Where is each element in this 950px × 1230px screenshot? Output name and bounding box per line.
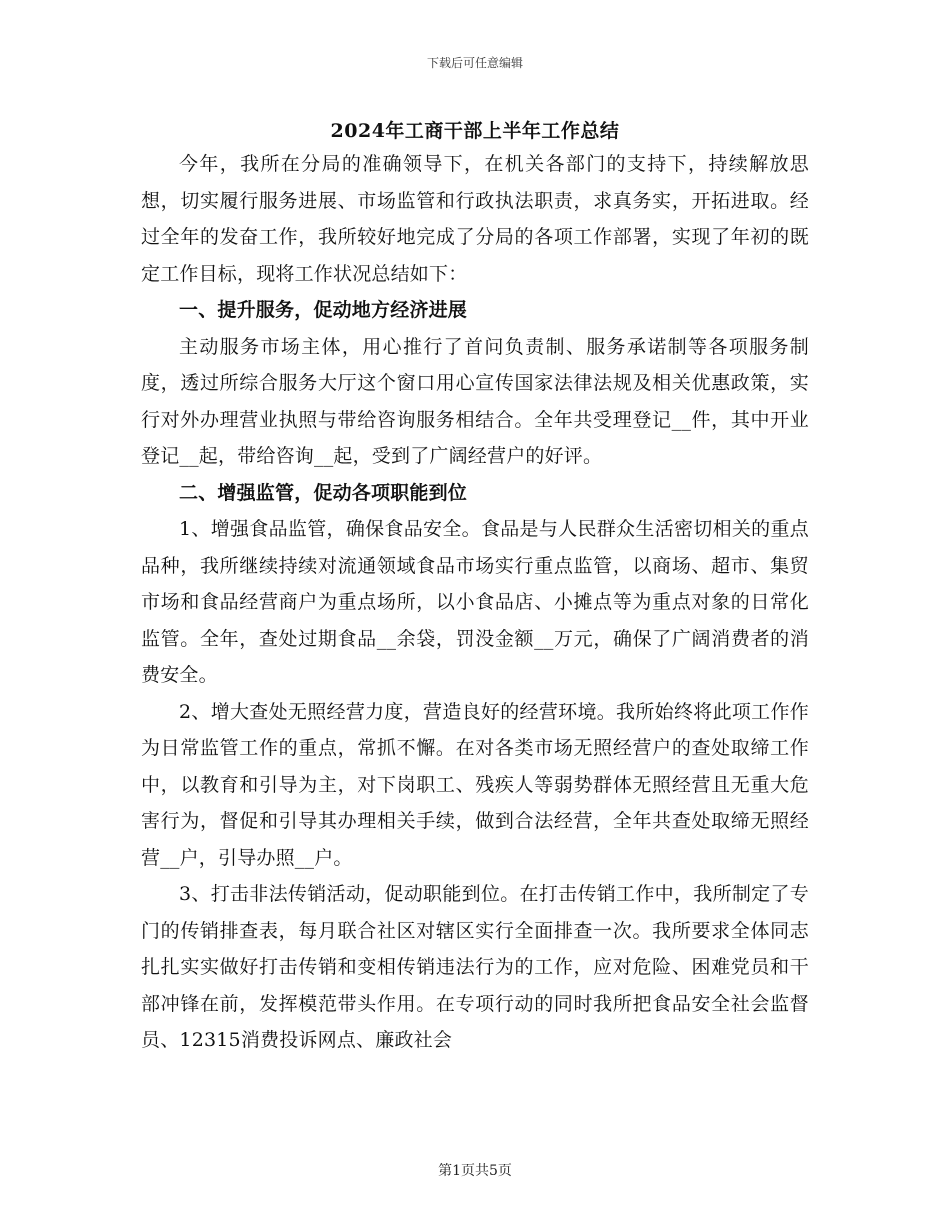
document-body — [141, 146, 809, 1059]
section-1-paragraph: 主动服务市场主体，用心推行了首问负责制、服务承诺制等各项服务制度，透过所综合服务大厅这个窗口用心宣传国家法律法规及相关优惠政策，实行对外办理营业执照与带给咨询服务相结合。全年共受理登记__件，其中开业登记__起，带给咨询__起，受到了广阔经营户的好评。 — [141, 335, 809, 467]
intro-paragraph: 今年，我所在分局的准确领导下，在机关各部门的支持下，持续解放思想，切实履行服务进展、市场监管和行政执法职责，求真务实，开拓进取。经过全年的发奋工作，我所较好地完成了分局的各项工作部署，实现了年初的既定工作目标，现将工作状况总结如下： — [141, 153, 809, 285]
section-2-item-3: 3、打击非法传销活动，促动职能到位。在打击传销工作中，我所制定了专门的传销排查表，每月联合社区对辖区实行全面排查一次。我所要求全体同志扎扎实实做好打击传销和变相传销违法行为的工作，应对危险、困难党员和干部冲锋在前，发挥模范带头作用。在专项行动的同时我所把食品安全社会监督员、12315消费投诉网点、廉政社会 — [141, 883, 809, 1051]
document-title: 2024年工商干部上半年工作总结 — [330, 120, 620, 142]
section-heading-1: 一、提升服务，促动地方经济进展 — [179, 299, 468, 321]
section-heading-2: 二、增强监管，促动各项职能到位 — [179, 481, 468, 504]
section-2-item-2: 2、增大查处无照经营力度，营造良好的经营环境。我所始终将此项工作作为日常监管工作的重点，常抓不懈。在对各类市场无照经营户的查处取缔工作中，以教育和引导为主，对下岗职工、残疾人等弱势群体无照经营且无重大危害行为，督促和引导其办理相关手续，做到合法经营，全年共查处取缔无照经营__户，引导办照__户。 — [141, 700, 809, 869]
section-2-item-1: 1、增强食品监管，确保食品安全。食品是与人民群众生活密切相关的重点品种，我所继续持续对流通领域食品市场实行重点监管，以商场、超市、集贸市场和食品经营商户为重点场所，以小食品店、小摊点等为重点对象的日常化监管。全年，查处过期食品__余袋，罚没金额__万元，确保了广阔消费者的消费安全。 — [141, 518, 809, 686]
page-footer: 第1页共5页 — [438, 1163, 512, 1179]
header-note: 下载后可任意编辑 — [426, 56, 523, 70]
